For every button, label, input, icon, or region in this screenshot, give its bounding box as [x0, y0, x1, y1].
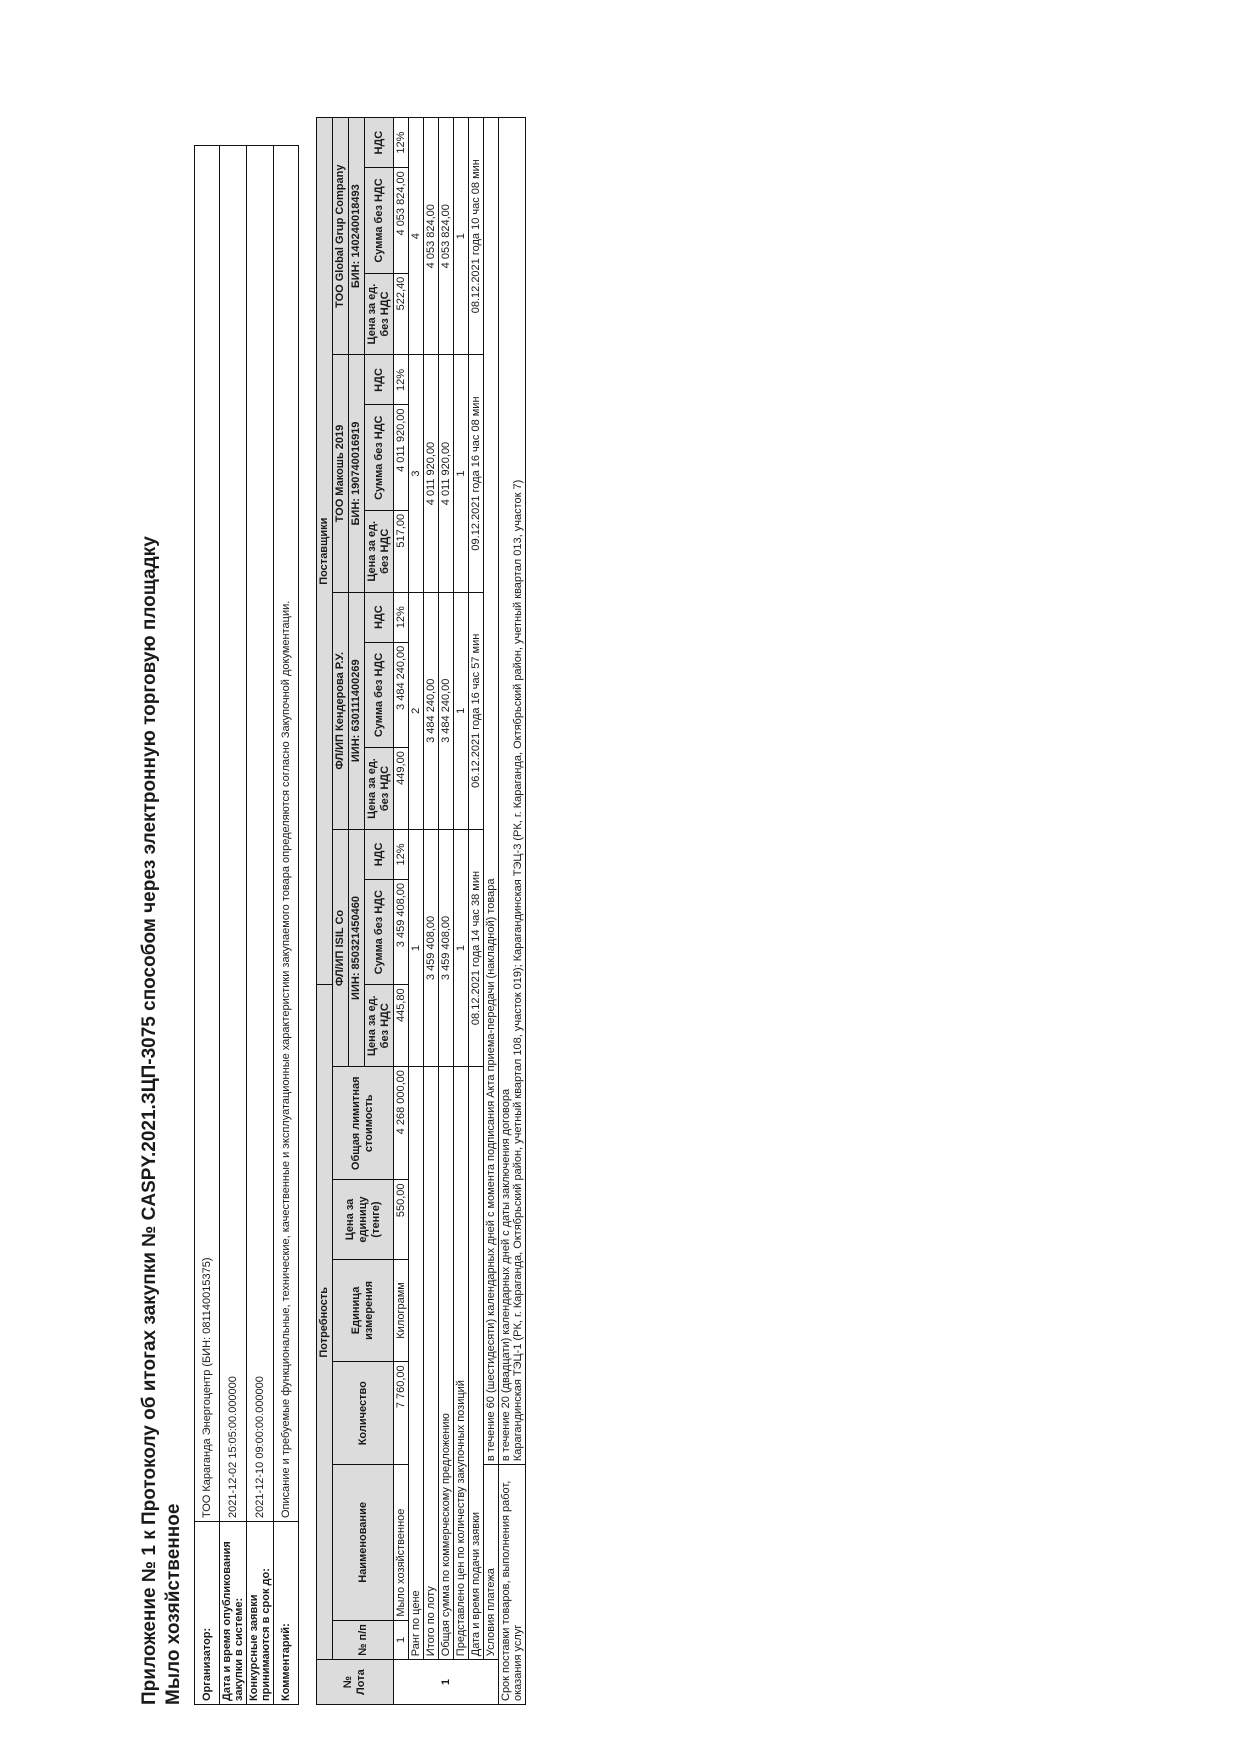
supplier-sum: 4 053 824,00 — [394, 168, 409, 273]
header-unit: Единица измерения — [333, 1259, 394, 1362]
title-line-2: Мыло хозяйственное — [163, 1503, 184, 1705]
supplier-sum: 3 484 240,00 — [394, 642, 409, 747]
header-price-per-unit: Цена за ед. без НДС — [365, 510, 394, 592]
info-row-published — [220, 146, 247, 1705]
supplier-name: ФЛ/ИП ISIL Co — [333, 829, 349, 1066]
supplier-datetime: 06.12.2021 года 16 час 57 мин — [469, 592, 484, 829]
header-total-limit: Общая лимитная стоимость — [333, 1067, 394, 1180]
header-suppliers: Поставщики — [317, 118, 333, 985]
header-need: Потребность — [317, 985, 333, 1660]
comment-label: Комментарий: — [274, 1522, 299, 1705]
supplier-price: 522,40 — [394, 273, 409, 355]
document-title — [138, 105, 186, 1705]
supplier-datetime: 08.12.2021 года 10 час 08 мин — [469, 118, 484, 355]
supplier-name: ТОО Global Grup Company — [333, 118, 349, 355]
table-row — [409, 118, 424, 1705]
item-total-limit: 4 268 000,00 — [394, 1067, 409, 1180]
supplier-vat: 12% — [394, 829, 409, 879]
supplier-vat: 12% — [394, 355, 409, 405]
supplier-sum: 4 011 920,00 — [394, 405, 409, 510]
header-quantity: Количество — [333, 1362, 394, 1465]
row-label-rank: Ранг по цене — [409, 1067, 424, 1660]
row-label-delivery: Срок поставки товаров, выполнения работ, оказания услуг — [499, 1465, 526, 1705]
supplier-name: ФЛ/ИП Кендерова Р.У. — [333, 592, 349, 829]
supplier-commercial: 3 459 408,00 — [439, 829, 454, 1066]
comment-value: Описание и требуемые функциональные, технические, качественные и эксплуатационные характеристики закупаемого товара определяются согласно Закупочной документации. — [274, 146, 299, 1522]
supplier-price: 449,00 — [394, 748, 409, 830]
header-vat: НДС — [365, 592, 394, 642]
table-row — [469, 118, 484, 1705]
table-row — [454, 118, 469, 1705]
header-sum-no-vat: Сумма без НДС — [365, 642, 394, 747]
supplier-rank: 2 — [409, 592, 424, 829]
published-value: 2021-12-02 15:05:00.000000 — [220, 146, 247, 1522]
header-price-per-unit: Цена за ед. без НДС — [365, 273, 394, 355]
header-vat: НДС — [365, 829, 394, 879]
header-price-per-unit: Цена за ед. без НДС — [365, 748, 394, 830]
supplier-rank: 1 — [409, 829, 424, 1066]
header-vat: НДС — [365, 355, 394, 405]
deadline-label: Конкурсные заявки принимаются в срок до: — [247, 1522, 274, 1705]
supplier-id: БИН: 140240018493 — [349, 118, 365, 355]
organizer-value: ТОО Караганда Энергоцентр (БИН: 081140015375) — [195, 146, 220, 1522]
row-label-submit-datetime: Дата и время подачи заявки — [469, 1067, 484, 1660]
supplier-count: 1 — [454, 118, 469, 355]
table-row — [484, 118, 499, 1705]
payment-terms-value: в течение 60 (шестидесяти) календарных дней с момента подписания Акта приема-передачи (накладной) товара — [484, 118, 499, 1465]
info-row-organizer — [195, 146, 220, 1705]
header-unit-price: Цена за единицу (тенге) — [333, 1180, 394, 1259]
supplier-commercial: 4 011 920,00 — [439, 355, 454, 592]
supplier-id: ИИН: 630111400269 — [349, 592, 365, 829]
table-row — [394, 118, 409, 1705]
supplier-sum: 3 459 408,00 — [394, 879, 409, 984]
supplier-id: БИН: 190740016919 — [349, 355, 365, 592]
document-sheet — [128, 55, 1228, 1705]
header-sum-no-vat: Сумма без НДС — [365, 879, 394, 984]
supplier-total: 4 011 920,00 — [424, 355, 439, 592]
info-table — [194, 145, 299, 1705]
item-name: Мыло хозяйственное — [394, 1465, 409, 1621]
supplier-commercial: 3 484 240,00 — [439, 592, 454, 829]
row-label-commercial-total: Общая сумма по коммерческому предложению — [439, 1067, 454, 1660]
lot-number: 1 — [394, 1660, 499, 1705]
delivery-value — [499, 118, 526, 1465]
table-row — [439, 118, 454, 1705]
supplier-rank: 4 — [409, 118, 424, 355]
header-lot-no: № Лота — [317, 1660, 394, 1705]
header-price-per-unit: Цена за ед. без НДС — [365, 985, 394, 1067]
item-quantity: 7 760,00 — [394, 1362, 409, 1465]
supplier-total: 3 484 240,00 — [424, 592, 439, 829]
header-pp-no: № п/п — [333, 1620, 394, 1660]
supplier-count: 1 — [454, 355, 469, 592]
item-pp: 1 — [394, 1620, 409, 1660]
results-table — [316, 117, 526, 1705]
supplier-commercial: 4 053 824,00 — [439, 118, 454, 355]
published-label: Дата и время опубликования закупки в системе: — [220, 1522, 247, 1705]
supplier-datetime: 08.12.2021 года 14 час 38 мин — [469, 829, 484, 1066]
supplier-name: ТОО Макошь 2019 — [333, 355, 349, 592]
supplier-vat: 12% — [394, 592, 409, 642]
table-row — [424, 118, 439, 1705]
info-row-deadline — [247, 146, 274, 1705]
supplier-count: 1 — [454, 592, 469, 829]
supplier-total: 4 053 824,00 — [424, 118, 439, 355]
supplier-datetime: 09.12.2021 года 16 час 08 мин — [469, 355, 484, 592]
row-label-payment-terms: Условия платежа — [484, 1465, 499, 1660]
item-unit-price: 550,00 — [394, 1180, 409, 1259]
delivery-value-line-1: в течение 20 (двадцати) календарных дней с даты заключения договора — [500, 1088, 512, 1462]
info-row-comment — [274, 146, 299, 1705]
item-unit: Килограмм — [394, 1259, 409, 1362]
supplier-rank: 3 — [409, 355, 424, 592]
header-sum-no-vat: Сумма без НДС — [365, 405, 394, 510]
delivery-value-line-2: Карагандинская ТЭЦ-1 (РК, г. Караганда, Октябрьский район, учетный квартал 108, участок 019); Карагандинская ТЭЦ-3 (РК, г. Караганда, Октябрьский район, учетный квартал 013, участок 7) — [512, 479, 524, 1462]
header-sum-no-vat: Сумма без НДС — [365, 168, 394, 273]
supplier-id: ИИН: 850321450460 — [349, 829, 365, 1066]
supplier-vat: 12% — [394, 118, 409, 168]
row-label-positions-count: Представлено цен по количеству закупочных позиций — [454, 1067, 469, 1660]
title-line-1: Приложение № 1 к Протоколу об итогах закупки № CASPY.2021.ЗЦП-3075 способом через электронную торговую площадку — [139, 536, 160, 1705]
header-vat: НДС — [365, 118, 394, 168]
supplier-price: 517,00 — [394, 510, 409, 592]
organizer-label: Организатор: — [195, 1522, 220, 1705]
row-label-lot-total: Итого по лоту — [424, 1067, 439, 1660]
header-name: Наименование — [333, 1465, 394, 1621]
supplier-price: 445,80 — [394, 985, 409, 1067]
supplier-count: 1 — [454, 829, 469, 1066]
deadline-value: 2021-12-10 09:00:00.000000 — [247, 146, 274, 1522]
supplier-total: 3 459 408,00 — [424, 829, 439, 1066]
table-row — [499, 118, 526, 1705]
